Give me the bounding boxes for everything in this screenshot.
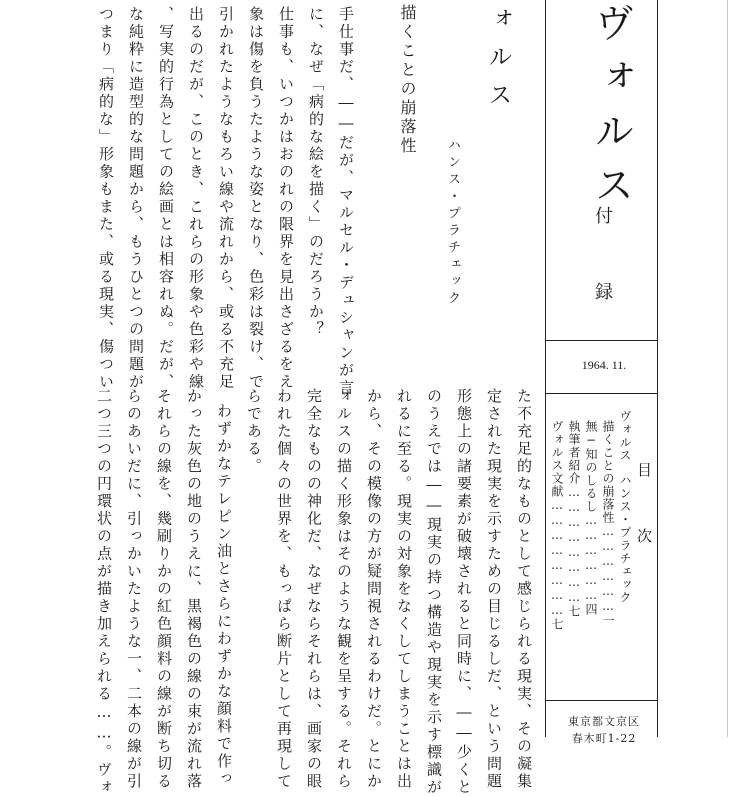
supplement-label: 付 録 bbox=[592, 206, 613, 320]
body-line: われた個々の世界を、もっぱら断片として再現して bbox=[275, 388, 293, 791]
toc-entry[interactable] bbox=[600, 420, 617, 627]
article-subtitle: 描くことの崩落性 bbox=[398, 4, 417, 156]
body-line: 完全なものの神化だ、なぜならそれらは、画家の眼 bbox=[305, 388, 323, 791]
toc-page: 七 bbox=[550, 618, 564, 631]
issue-date: 1964. 11. bbox=[581, 358, 627, 372]
article-title: ォルス bbox=[484, 6, 512, 120]
body-line: かった灰色の地のうえに、黒褐色の線の束が流れ落 bbox=[185, 388, 203, 791]
toc-entry-title: 描くことの崩落性 bbox=[601, 420, 615, 524]
toc-entry[interactable] bbox=[617, 410, 634, 462]
body-line: 仕事も、いつかはおのれの限界を見出さざるをえ bbox=[277, 6, 295, 391]
article-author: ハンス・プラチェック bbox=[445, 138, 460, 308]
toc-leader: ……………… bbox=[601, 524, 615, 614]
body-line: らである。 bbox=[245, 388, 263, 476]
body-line: に、なぜ「病的な絵を描く」のだろうか？ bbox=[307, 6, 325, 339]
page-edge bbox=[727, 0, 728, 737]
toc-entry-title: 無−知のしるし bbox=[584, 420, 598, 513]
masthead-title: ヴォルス bbox=[588, 2, 634, 218]
toc-page: 四 bbox=[584, 603, 598, 616]
body-line: わずかなテレピン油とさらにわずかな顔料で作っ bbox=[215, 403, 233, 788]
body-line: 手仕事だ、――だが、マルセル・デュシャンが言 bbox=[337, 6, 355, 397]
body-line: 定された現実を示すための目じるしだ、という問題 bbox=[485, 388, 503, 791]
panel-rule-bottom bbox=[545, 700, 658, 701]
toc-page: 一 bbox=[601, 614, 615, 627]
toc-leader: …………………… bbox=[567, 485, 581, 605]
panel-rule-top bbox=[545, 340, 658, 341]
toc-leader: ……………… bbox=[584, 513, 598, 603]
toc-entry[interactable] bbox=[583, 420, 600, 616]
toc-entry-title: ヴォルス bbox=[618, 410, 632, 462]
panel-left-rule bbox=[545, 0, 546, 737]
toc-entry[interactable] bbox=[549, 420, 566, 631]
body-line: それらの線を、幾刷りかの紅色顔料の線が断ち切る bbox=[155, 388, 173, 791]
body-line: 形態上の諸要素が破壊されると同時に、――少くと bbox=[455, 388, 473, 797]
body-line: つまり「病的な」形象もまた、或る現実、傷つい bbox=[97, 6, 115, 391]
body-line: 引かれたようなもろい線や流れから、或る不充足 bbox=[217, 6, 235, 391]
body-line: らのあいだに、引っかいたような一、二本の線が引 bbox=[125, 388, 143, 791]
body-line: な純粋に造型的な問題から、もうひとつの問題が bbox=[127, 6, 145, 391]
toc-entry-title: 執筆者紹介 bbox=[567, 420, 581, 485]
body-line: 二つ三つの円環状の点が描き加えられる……。ヴォ bbox=[95, 388, 113, 797]
body-line: 出るのだが、このとき、これらの形象や色彩や線 bbox=[187, 6, 205, 391]
publisher-address-line2: 春木町1-22 bbox=[571, 732, 637, 745]
body-line: のうえでは――現実の持つ構造や現実を示す標識が bbox=[425, 388, 443, 797]
toc-author: ハンス・プラチェック bbox=[618, 474, 632, 604]
publisher-address-line1: 東京都文京区 bbox=[568, 715, 640, 728]
body-line: た不充足的なものとして感じられる現実、その凝集 bbox=[515, 388, 533, 791]
body-line: から、その模像の方が疑問視されるわけだ。とにか bbox=[365, 388, 383, 791]
body-line: 象は傷を負うたような姿となり、色彩は裂け、で bbox=[247, 6, 265, 391]
toc-leader: …………………… bbox=[550, 498, 564, 618]
toc-page: 七 bbox=[567, 605, 581, 618]
panel-rule-mid bbox=[545, 393, 658, 394]
body-line: ォルスの描く形象はそのような観を呈する。それら bbox=[335, 388, 353, 791]
toc-heading: 目 次 bbox=[635, 462, 653, 561]
body-line: れるに至る。現実の対象をなくしてしまうことは出 bbox=[395, 388, 413, 791]
toc-entry[interactable] bbox=[566, 420, 583, 618]
toc-entry-title: ヴォルス文献 bbox=[550, 420, 564, 498]
body-line: 、写実的行為としての絵画とは相容れぬ。だが、 bbox=[157, 6, 175, 391]
